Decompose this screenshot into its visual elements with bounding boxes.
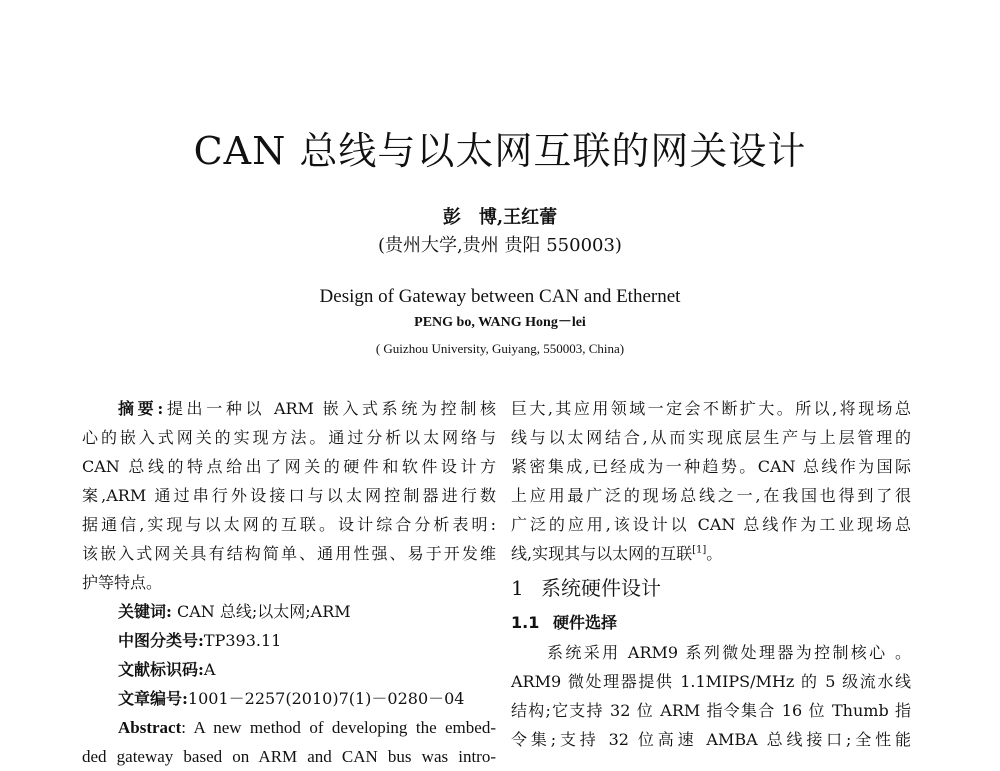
clc-number: 中图分类号:TP393.11 bbox=[118, 631, 282, 650]
abstract-label: 摘要: bbox=[118, 399, 164, 418]
paper-title: CAN 总线与以太网互联的网关设计 bbox=[193, 129, 807, 173]
abstract-line: CAN 总线的特点给出了网关的硬件和软件设计方 bbox=[82, 457, 496, 476]
article-number: 文章编号:1001－2257(2010)7(1)－0280－04 bbox=[118, 689, 465, 708]
hardware-line: 系统采用 ARM9 系列微处理器为控制核心 。 bbox=[547, 643, 911, 662]
abstract-line: 据通信,实现与以太网的互联。设计综合分析表明: bbox=[82, 515, 496, 534]
subsection-heading: 1.1 硬件选择 bbox=[511, 613, 618, 632]
authors: 彭 博,王红蕾 bbox=[442, 207, 558, 228]
english-abstract-label: Abstract bbox=[118, 718, 182, 737]
hardware-line: 结构;它支持 32 位 ARM 指令集合 16 位 Thumb 指 bbox=[511, 701, 911, 720]
document-code: 文献标识码:A bbox=[118, 660, 216, 679]
abstract-line: 护等特点。 bbox=[82, 573, 163, 592]
hardware-line: ARM9 微处理器提供 1.1MIPS/MHz 的 5 级流水线 bbox=[511, 672, 911, 691]
affiliation: (贵州大学,贵州 贵阳 550003) bbox=[378, 235, 622, 256]
intro-line: 上应用最广泛的现场总线之一,在我国也得到了很 bbox=[511, 486, 911, 505]
intro-line: 巨大,其应用领域一定会不断扩大。所以,将现场总 bbox=[511, 399, 911, 418]
abstract-line: 心的嵌入式网关的实现方法。通过分析以太网络与 bbox=[82, 428, 496, 447]
citation-ref: [1] bbox=[692, 544, 707, 556]
abstract-line: 案,ARM 通过串行外设接口与以太网控制器进行数 bbox=[82, 486, 496, 505]
english-abstract-line: Abstract: A new method of developing the embed- bbox=[118, 718, 496, 737]
english-affiliation: ( Guizhou University, Guiyang, 550003, China) bbox=[375, 341, 625, 356]
intro-line: 广泛的应用,该设计以 CAN 总线作为工业现场总 bbox=[511, 515, 911, 534]
abstract-line: 摘要:提出一种以 ARM 嵌入式系统为控制核 bbox=[118, 399, 496, 418]
hardware-line: 令集;支持 32 位高速 AMBA 总线接口;全性能 bbox=[511, 730, 911, 749]
english-authors: PENG bo, WANG Hong－lei bbox=[414, 315, 586, 330]
left-column bbox=[82, 394, 496, 771]
keywords: 关键词: CAN 总线;以太网;ARM bbox=[118, 602, 351, 621]
abstract-line: 该嵌入式网关具有结构简单、通用性强、易于开发维 bbox=[82, 544, 496, 563]
english-title: Design of Gateway between CAN and Ethernet bbox=[319, 286, 681, 307]
section-heading: 1 系统硬件设计 bbox=[511, 576, 661, 600]
intro-line: 线与以太网结合,从而实现底层生产与上层管理的 bbox=[511, 428, 911, 447]
intro-line: 线,实现其与以太网的互联[1]。 bbox=[511, 544, 723, 563]
right-column bbox=[511, 394, 911, 754]
english-abstract-line: ded gateway based on ARM and CAN bus was intro- bbox=[82, 747, 496, 766]
intro-line: 紧密集成,已经成为一种趋势。CAN 总线作为国际 bbox=[511, 457, 911, 476]
